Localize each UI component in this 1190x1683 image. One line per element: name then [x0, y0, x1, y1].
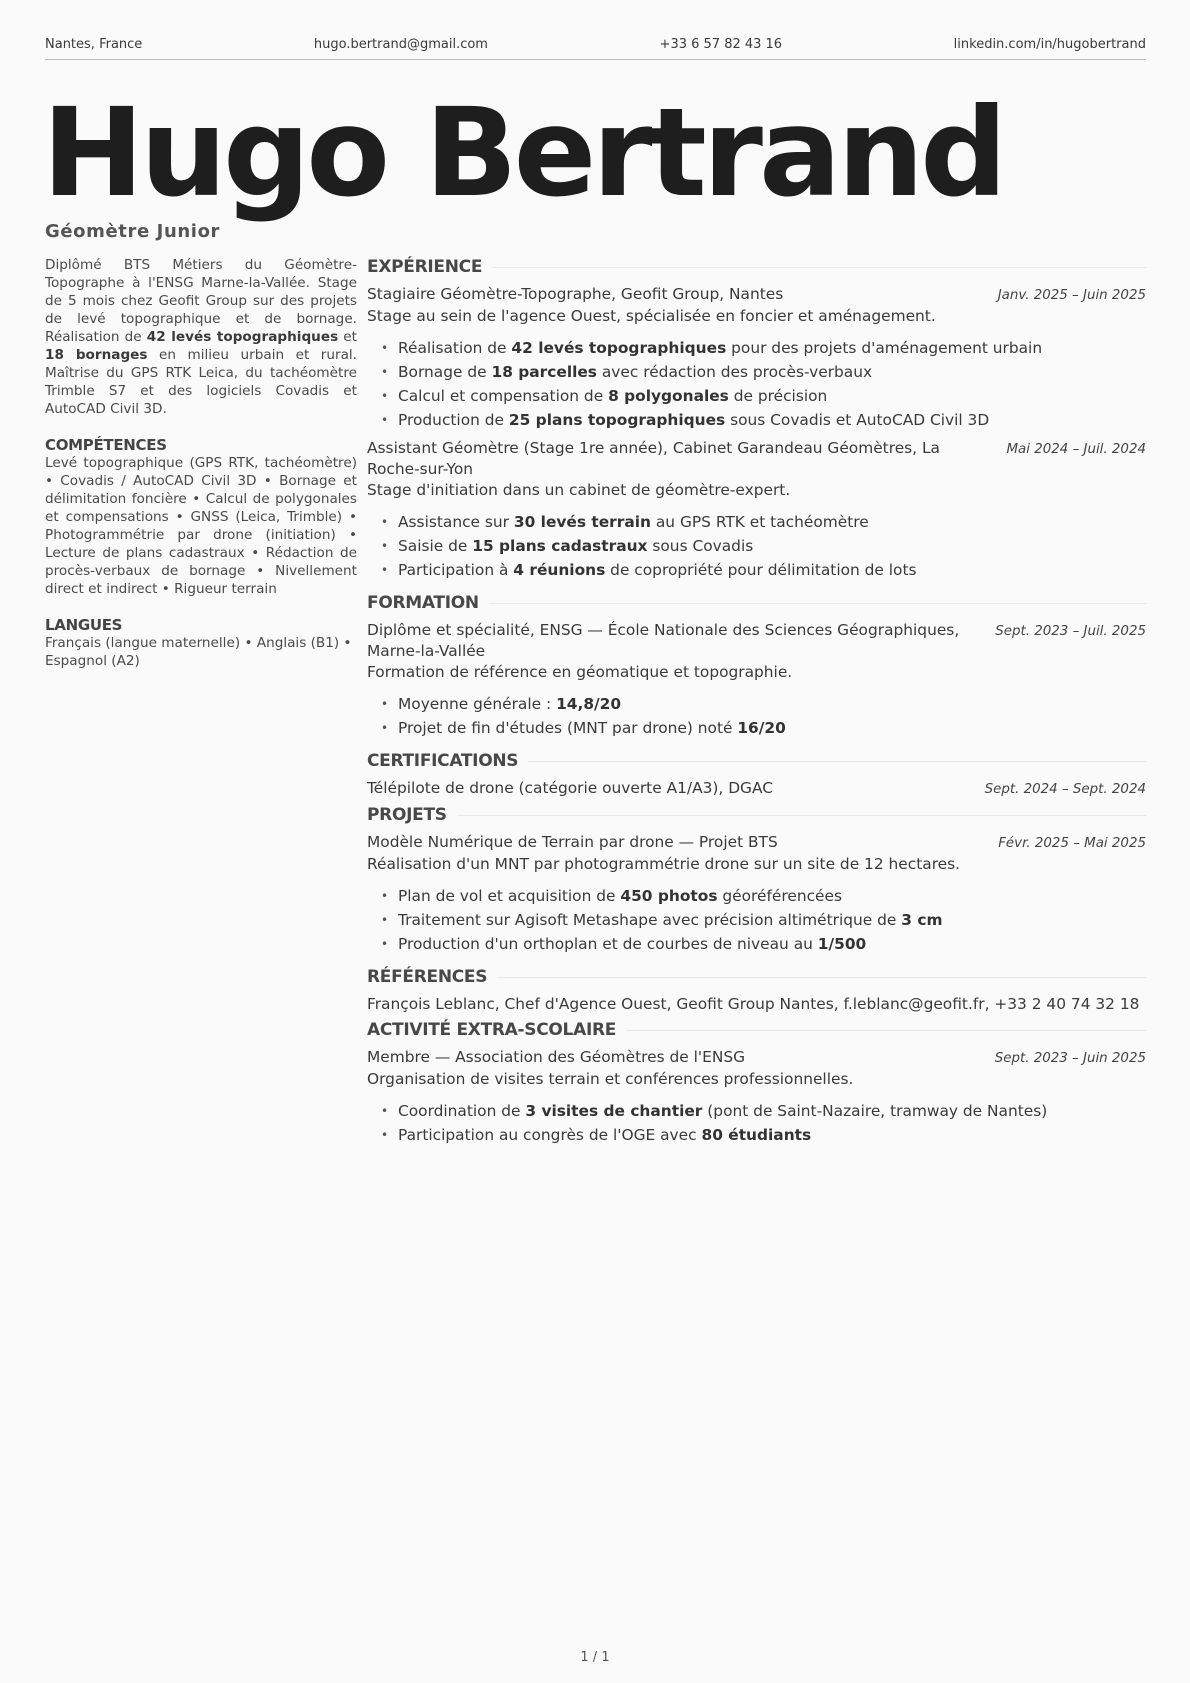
entry-description: Réalisation d'un MNT par photogrammétrie drone sur un site de 12 hectares. [367, 855, 961, 873]
entry-date: Sept. 2023 – Juil. 2025 [995, 624, 1146, 639]
section-title: ACTIVITÉ EXTRA-SCOLAIRE [367, 1020, 617, 1040]
languages-text: Français (langue maternelle) • Anglais (B1) • Espagnol (A2) [45, 635, 352, 669]
entry-date: Janv. 2025 – Juin 2025 [997, 288, 1146, 303]
entry-description: Organisation de visites terrain et conférences professionnelles. [367, 1070, 854, 1088]
contact-phone[interactable]: +33 6 57 82 43 16 [659, 37, 783, 52]
section-heading [367, 256, 1146, 278]
bullet-item: • Calcul et compensation de 8 polygonales de précision [381, 384, 1146, 408]
section-heading [367, 750, 1146, 772]
bullet-item: • Plan de vol et acquisition de 450 photos géoréférencées [381, 884, 1146, 908]
section-heading [367, 804, 1146, 826]
skills-text: Levé topographique (GPS RTK, tachéomètre) • Covadis / AutoCAD Civil 3D • Bornage et délimitation foncière • Calcul de polygonales et compensations • GNSS (Leica, Trimble) • Photogrammétrie par drone (initiation) • Lecture de plans cadastraux • Rédaction de procès-verbaux de bornage • Nivellement direct et indirect • Rigueur terrain [45, 455, 357, 597]
experience-section [367, 256, 1146, 582]
entry-title: Assistant Géomètre (Stage 1re année), Cabinet Garandeau Géomètres, La Roche-sur-Yon [367, 439, 940, 478]
section-title: PROJETS [367, 805, 447, 825]
section-heading [367, 966, 1146, 988]
reference-text: François Leblanc, Chef d'Agence Ouest, Geofit Group Nantes, f.leblanc@geofit.fr, +33 2 40 74 32 18 [367, 995, 1140, 1013]
certifications-section [367, 750, 1146, 800]
contact-email[interactable]: hugo.bertrand@gmail.com [313, 37, 488, 52]
summary [45, 256, 357, 418]
entry-description: Formation de référence en géomatique et topographie. [367, 663, 793, 681]
certification-entry [367, 778, 1146, 800]
page-number: 1 / 1 [580, 1650, 610, 1665]
left-column [45, 256, 357, 670]
references-section [367, 966, 1146, 1015]
bullet-item: • Production de 25 plans topographiques sous Covadis et AutoCAD Civil 3D [381, 408, 1146, 432]
extracurricular-section [367, 1019, 1146, 1147]
contact-linkedin[interactable]: linkedin.com/in/hugobertrand [953, 37, 1146, 52]
summary-text: en milieu urbain et rural. Maîtrise du GPS RTK Leica, du tachéomètre Trimble S7 et des logiciels Covadis et AutoCAD Civil 3D. [45, 347, 357, 417]
section-heading [367, 592, 1146, 614]
divider [492, 267, 1146, 268]
job-title: Géomètre Junior [45, 221, 221, 242]
bullet-item: • Participation au congrès de l'OGE avec 80 étudiants [381, 1123, 1146, 1147]
divider [497, 977, 1146, 978]
bullet-item: • Participation à 4 réunions de copropriété pour délimitation de lots [381, 558, 1146, 582]
summary-highlight: 18 bornages [45, 347, 148, 363]
section-title: RÉFÉRENCES [367, 967, 488, 987]
entry-description: Stage d'initiation dans un cabinet de géomètre-expert. [367, 481, 791, 499]
right-column [367, 256, 1146, 1147]
projects-section [367, 804, 1146, 956]
bullet-item: • Projet de fin d'études (MNT par drone) noté 16/20 [381, 716, 1146, 740]
entry-title: Diplôme et spécialité, ENSG — École Nationale des Sciences Géographiques, Marne-la-Vallée [367, 621, 960, 660]
skills-heading: COMPÉTENCES [45, 436, 167, 454]
candidate-name: Hugo Bertrand [42, 82, 1004, 224]
languages-heading: LANGUES [45, 616, 123, 634]
extracurricular-entry [367, 1047, 1146, 1147]
summary-text: Diplômé BTS Métiers du Géomètre-Topographe à l'ENSG Marne-la-Vallée. Stage de 5 mois chez Geofit Group sur des projets de levé topographique et de bornage. Réalisation de [45, 257, 357, 345]
project-entry [367, 832, 1146, 956]
entry-description: Stage au sein de l'agence Ouest, spécialisée en foncier et aménagement. [367, 307, 936, 325]
entry-date: Mai 2024 – Juil. 2024 [1006, 442, 1146, 457]
entry-title: Stagiaire Géomètre-Topographe, Geofit Group, Nantes [367, 285, 784, 303]
summary-text: et [338, 329, 357, 345]
entry-date: Sept. 2023 – Juin 2025 [994, 1051, 1146, 1066]
experience-entry [367, 438, 1146, 582]
bullet-item: • Moyenne générale : 14,8/20 [381, 692, 1146, 716]
bullet-item: • Saisie de 15 plans cadastraux sous Covadis [381, 534, 1146, 558]
entry-title: Membre — Association des Géomètres de l'ENSG [367, 1048, 746, 1066]
education-entry [367, 620, 1146, 740]
contact-bar [45, 36, 1146, 60]
section-title: FORMATION [367, 593, 479, 613]
entry-date: Sept. 2024 – Sept. 2024 [984, 782, 1146, 797]
bullet-item: • Traitement sur Agisoft Metashape avec précision altimétrique de 3 cm [381, 908, 1146, 932]
entry-title: Modèle Numérique de Terrain par drone — Projet BTS [367, 833, 778, 851]
bullet-item: • Réalisation de 42 levés topographiques pour des projets d'aménagement urbain [381, 336, 1146, 360]
section-heading [367, 1019, 1146, 1041]
bullet-item: • Assistance sur 30 levés terrain au GPS RTK et tachéomètre [381, 510, 1146, 534]
entry-title: Télépilote de drone (catégorie ouverte A1/A3), DGAC [367, 779, 773, 797]
divider [489, 603, 1146, 604]
experience-entry [367, 284, 1146, 432]
divider [528, 761, 1146, 762]
contact-location: Nantes, France [45, 37, 143, 52]
section-title: CERTIFICATIONS [367, 751, 519, 771]
divider [626, 1030, 1146, 1031]
summary-highlight: 42 levés topographiques [146, 329, 339, 345]
bullet-item: • Bornage de 18 parcelles avec rédaction des procès-verbaux [381, 360, 1146, 384]
bullet-item: • Production d'un orthoplan et de courbes de niveau au 1/500 [381, 932, 1146, 956]
entry-date: Févr. 2025 – Mai 2025 [998, 836, 1146, 851]
section-title: EXPÉRIENCE [367, 257, 483, 277]
bullet-item: • Coordination de 3 visites de chantier (pont de Saint-Nazaire, tramway de Nantes) [381, 1099, 1146, 1123]
education-section [367, 592, 1146, 740]
divider [457, 815, 1146, 816]
